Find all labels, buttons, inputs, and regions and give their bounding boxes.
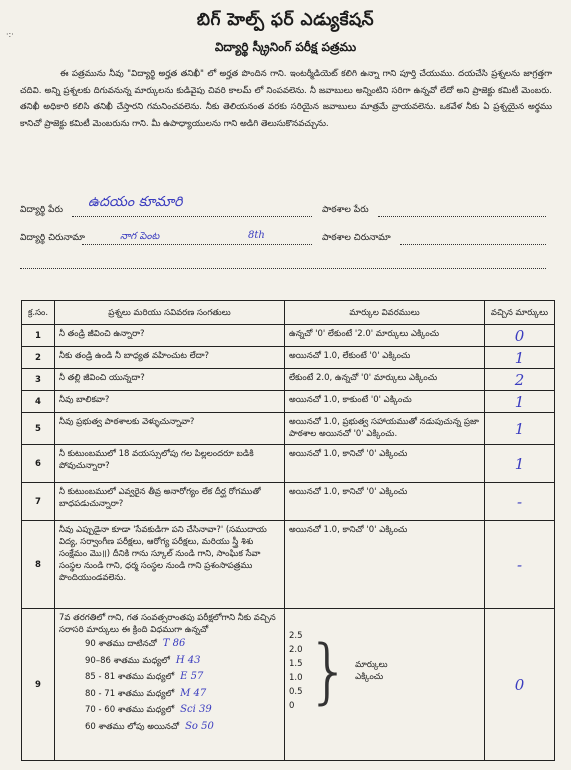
header-obtained: వచ్చిన మార్కులు [485, 301, 555, 325]
band-label: 70 - 60 శాతము మధ్యలో [85, 705, 175, 715]
row-number: 2 [22, 347, 55, 369]
percent-band [59, 653, 280, 670]
student-name-value: ఉదయం కూమారి [88, 194, 183, 210]
row-obtained[interactable]: - [485, 483, 555, 521]
row-obtained[interactable]: 2 [485, 369, 555, 391]
scale-value: 2.0 [289, 645, 303, 655]
band-label: 90 శాతము దాటినచో [85, 639, 157, 649]
row-obtained[interactable]: - [485, 521, 555, 609]
row-marks-detail: అయినచో 1.0, కాకుంటే '0' ఎక్కించు [285, 391, 485, 413]
row-number: 3 [22, 369, 55, 391]
percent-band [59, 719, 280, 736]
row-question: నీ కుటుంబములో ఎవ్వరైన తీవ్ర అనారోగ్యం లేక దీర్ఘ రోగముతో బాధపడుచున్నారా? [55, 483, 285, 521]
band-label: 90–86 శాతము మధ్యలో [85, 655, 170, 666]
scale-value: 0.5 [289, 687, 303, 697]
form-subtitle: విద్యార్థి స్క్రీనింగ్ పరీక్ష పత్రము [214, 40, 357, 54]
row-obtained[interactable]: 1 [485, 445, 555, 483]
table-row [22, 325, 555, 347]
table-row [22, 609, 555, 761]
row-number: 8 [22, 521, 55, 609]
row-marks-detail: అయినచో 1.0, ప్రభుత్వ సహాయముతో నడుపుచున్న ప్రజా పాఠశాల అయినచో '0' ఎక్కించు. [285, 413, 485, 445]
row-obtained[interactable]: 1 [485, 347, 555, 369]
address-extra-line[interactable] [20, 268, 546, 269]
table-row [22, 521, 555, 609]
scan-speck: ·:· [6, 30, 14, 39]
row-number: 5 [22, 413, 55, 445]
row-marks-detail-9 [285, 609, 485, 761]
header-question: ప్రశ్నలు మరియు సవివరణ సంగతులు [55, 301, 285, 325]
band-entry: Sci 39 [180, 704, 212, 715]
scale-values [289, 630, 303, 712]
row-number: 7 [22, 483, 55, 521]
row-question: నీవు బాలికవా? [55, 391, 285, 413]
row-question: నీ కుటుంబములో 18 వయస్సులోపు గల పిల్లలందరూ బడికి పోవుచున్నారా? [55, 445, 285, 483]
row-number: 1 [22, 325, 55, 347]
row-marks-detail: అయినచో 1.0, లేకుంటే '0' ఎక్కించు [285, 347, 485, 369]
address-value: నాగ పెంట [120, 231, 160, 242]
band-entry: T 86 [162, 638, 186, 649]
row-obtained[interactable]: 1 [485, 391, 555, 413]
band-entry: M 47 [180, 687, 207, 699]
row-question: నీవు ప్రభుత్వ పాఠశాలకు వెళ్ళుచున్నావా? [55, 413, 285, 445]
row-question: నీవు ఎప్పుడైనా కూడా 'సేవకుడిగా పని చేసినావా?' (సముదాయ విద్య, సర్వాంగీణ పరీక్షలు, ఆరోగ్య పరీక్షలు, మరియు స్త్రీ శిశు సంక్షేమం మొ॥) దీనికి గాను స్కూల్ నుండి గాని, సాంఘిక సేవా సంస్థల నుండి గాని, ధర్మ సంస్థల నుండి గాని ప్రశంసాపత్రము పొందియుండవలెను. [55, 521, 285, 609]
scale-value: 1.0 [289, 673, 303, 683]
questions-table [21, 300, 555, 761]
band-entry: H 43 [175, 654, 201, 666]
band-entry: So 50 [185, 720, 214, 732]
form-title: బిగ్ హెల్ప్ ఫర్ ఎడ్యుకేషన్ [196, 10, 375, 30]
table-row [22, 391, 555, 413]
table-header-row [22, 301, 555, 325]
row-number: 4 [22, 391, 55, 413]
band-label: 80 - 71 శాతము మధ్యలో [85, 688, 175, 699]
scale-value: 1.5 [289, 659, 303, 669]
row-marks-detail: లేకుంటే 2.0, ఉన్నచో '0' మార్కులు ఎక్కించు [285, 369, 485, 391]
table-row [22, 369, 555, 391]
row-question: నీకు తండ్రి ఉండి నీ బాధ్యత వహించుట లేదా? [55, 347, 285, 369]
school-address-line[interactable] [400, 244, 546, 245]
table-row [22, 413, 555, 445]
row-number: 6 [22, 445, 55, 483]
scale-caption: మార్కులు ఎక్కించు [355, 660, 388, 682]
row-obtained[interactable]: 0 [485, 609, 555, 761]
school-address-label: పాఠశాల చిరునామా [322, 233, 391, 243]
header-sno: క్ర.సం. [22, 301, 55, 325]
row-question-9 [55, 609, 285, 761]
row-marks-detail: ఉన్నచో '0' లేకుంటే '2.0' మార్కులు ఎక్కించు [285, 325, 485, 347]
percent-band [59, 686, 280, 703]
intro-paragraph: ఈ పత్రమును నీవు "విద్యార్థి అర్హత తనిఖీ" లో అర్హత పొందిన గాని. ఇంటర్మీడియెట్ కలిగి ఉన్నా గాని పూర్తి చేయుము. దయచేసి ప్రశ్నలను జాగ్రత్తగా చదివి. అన్ని ప్రశ్నలకు దిగువనున్న మార్కులను కుడివైపు చివరి కాలమ్ లో నింపవలెను. నీ జవాబులు అన్నింటిని సరిగా ఉన్నవో లేదో అని ప్రాజెక్టు కమిటీ మెంబరు. తనిఖీ అధికారి కలిసి తనిఖీ చేస్తారని గమనించవలెను. నీకు తెలియనంత వరకు సరియైన జవాబులు మాత్రమే వ్రాయవలెను. ఒకవేళ నీకు ఏ ప్రశ్నయైన అర్థము కానిచో ప్రాజెక్టు కమిటీ మెంబరును గాని. మీ ఉపాధ్యాయులను గాని అడిగి తెలుసుకొనవచ్చును. [20, 69, 552, 129]
header-marks-detail: మార్కుల వివరములు [285, 301, 485, 325]
percent-band [59, 636, 280, 653]
school-name-line[interactable] [378, 216, 546, 217]
row-obtained[interactable]: 0 [485, 325, 555, 347]
questions-table-wrap [21, 300, 554, 762]
band-label: 60 శాతము లోపు అయినచో [85, 721, 180, 732]
student-name-label: విద్యార్థి పేరు [20, 205, 63, 215]
address-label: విద్యార్థి చిరునామా [20, 233, 85, 243]
school-name-label: పాఠశాల పేరు [322, 205, 369, 215]
percent-band [59, 702, 280, 719]
table-row [22, 445, 555, 483]
table-row [22, 483, 555, 521]
scale-value: 0 [289, 701, 295, 711]
marks-scale [289, 630, 480, 712]
address-line[interactable] [82, 244, 312, 245]
percent-band [59, 669, 280, 686]
row-marks-detail: అయినచో 1.0, కానిచో '0' ఎక్కించు [285, 483, 485, 521]
scale-value: 2.5 [289, 631, 303, 641]
row-marks-detail: అయినచో 1.0, కానిచో '0' ఎక్కించు [285, 521, 485, 609]
brace-icon: } [306, 630, 352, 712]
row-question-text: 7వ తరగతిలో గాని, గత సంవత్సరాంతపు పరీక్షలోగాని నీకు వచ్చిన సరాసరి మార్కులు ఈ క్రింది విధముగా ఉన్నచో [59, 613, 276, 635]
row-obtained[interactable]: 1 [485, 413, 555, 445]
band-entry: E 57 [180, 671, 204, 682]
band-label: 85 - 81 శాతము మధ్యలో [85, 672, 175, 682]
student-name-line[interactable] [72, 216, 312, 217]
address-value-class: 8th [248, 230, 265, 241]
row-marks-detail: అయినచో 1.0, కానిచో '0' ఎక్కించు [285, 445, 485, 483]
table-row [22, 347, 555, 369]
row-question: నీ తల్లి జీవించి యున్నదా? [55, 369, 285, 391]
row-question: నీ తండ్రి జీవించి ఉన్నారా? [55, 325, 285, 347]
row-number: 9 [22, 609, 55, 761]
